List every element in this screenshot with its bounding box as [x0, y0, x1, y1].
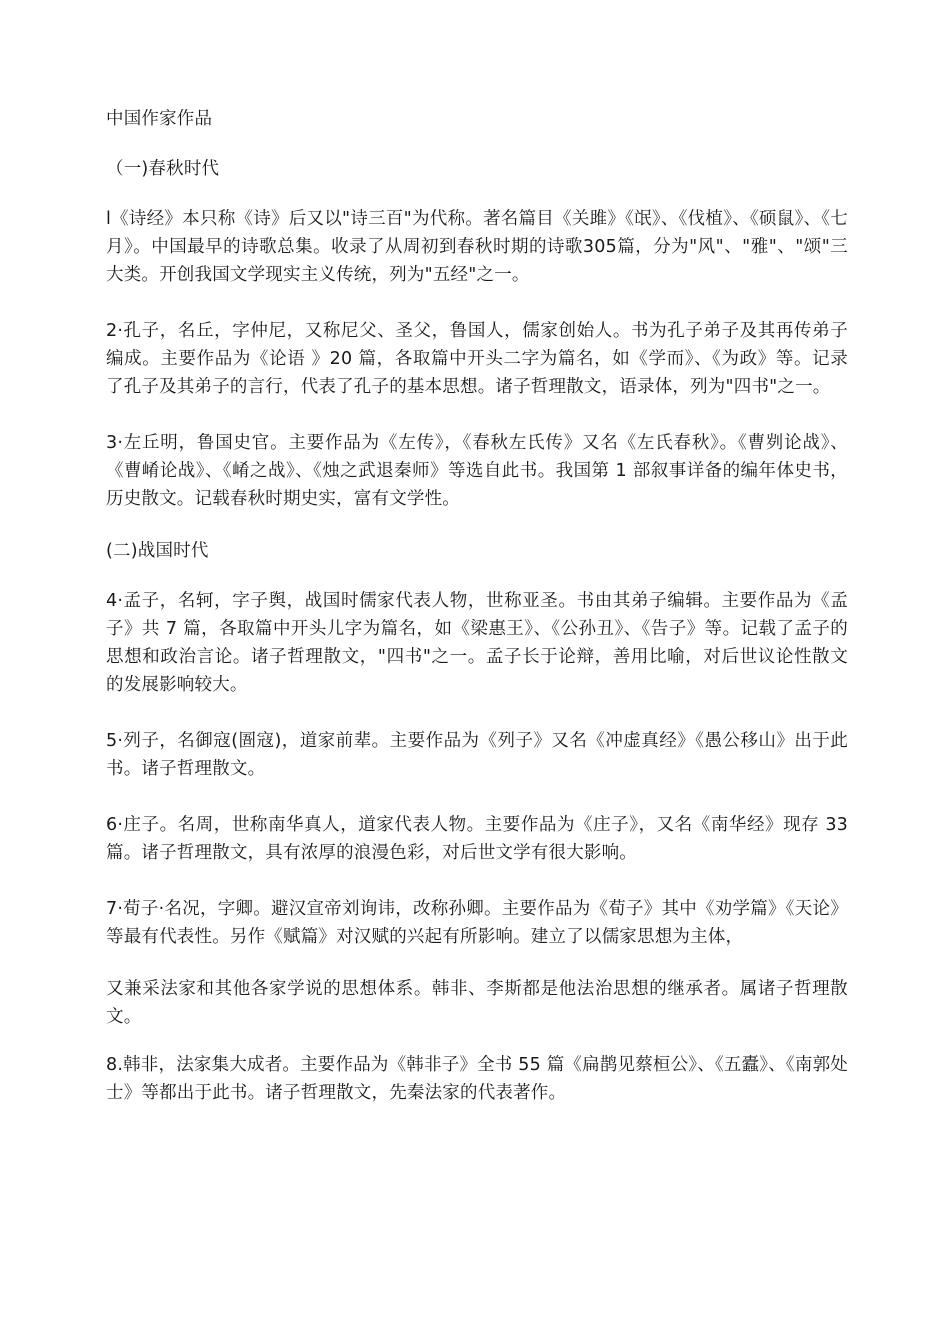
- document-body: [106, 105, 848, 1135]
- section-heading-warring-states: (二)战国时代: [106, 541, 209, 561]
- entry-xunzi: 7·荀子·名况，字卿。避汉宣帝刘询讳，改称孙卿。主要作品为《荀子》其中《劝学篇》《天论》等最有代表性。另作《赋篇》对汉赋的兴起有所影响。建立了以儒家思想为主体，: [106, 899, 848, 947]
- entry-liezi: 5·列子，名御寇(圄寇)，道家前辈。主要作品为《列子》又名《冲虚真经》《愚公移山》出于此书。诸子哲理散文。: [106, 731, 848, 779]
- entry-zuoqiuming: 3·左丘明，鲁国史官。主要作品为《左传》，《春秋左氏传》又名《左氏春秋》。《曹刿论战》、《曹崤论战》、《崤之战》、《烛之武退秦师》等选自此书。我国第 1 部叙事详备的编年体史书，历史散文。记载春秋时期史实，富有文学性。: [106, 433, 848, 509]
- entry-kongzi: 2·孔子，名丘，字仲尼，又称尼父、圣父，鲁国人，儒家创始人。书为孔子弟子及其再传弟子编成。主要作品为《论语 》20 篇，各取篇中开头二字为篇名，如《学而》、《为政》等。记录了孔子及其弟子的言行，代表了孔子的基本思想。诸子哲理散文，语录体，列为"四书"之一。: [106, 321, 848, 397]
- entry-hanfei: 8.韩非，法家集大成者。主要作品为《韩非子》全书 55 篇《扁鹊见蔡桓公》、《五蠹》、《南郭处士》等都出于此书。诸子哲理散文，先秦法家的代表著作。: [106, 1055, 848, 1103]
- document-title: 中国作家作品: [106, 109, 213, 129]
- entry-shijing: l《诗经》本只称《诗》后又以"诗三百"为代称。著名篇目《关雎》《氓》、《伐植》、《硕鼠》、《七月》。中国最早的诗歌总集。收录了从周初到春秋时期的诗歌305篇，分为"风"、"雅"、"颂"三大类。开创我国文学现实主义传统，列为"五经"之一。: [106, 209, 848, 285]
- entry-xunzi-continued: 又兼采法家和其他各家学说的思想体系。韩非、李斯都是他法治思想的继承者。属诸子哲理散文。: [106, 979, 848, 1027]
- entry-zhuangzi: 6·庄子。名周，世称南华真人，道家代表人物。主要作品为《庄子》，又名《南华经》现存 33 篇。诸子哲理散文，具有浓厚的浪漫色彩，对后世文学有很大影响。: [106, 815, 848, 863]
- entry-mengzi: 4·孟子，名轲，字子舆，战国时儒家代表人物，世称亚圣。书由其弟子编辑。主要作品为《孟子》共 7 篇，各取篇中开头儿字为篇名，如《梁惠王》、《公孙丑》、《告子》等。记载了孟子的思想和政治言论。诸子哲理散文，"四书"之一。孟子长于论辩，善用比喻，对后世议论性散文的发展影响较大。: [106, 591, 848, 695]
- section-heading-spring-autumn: （一)春秋时代: [106, 159, 220, 179]
